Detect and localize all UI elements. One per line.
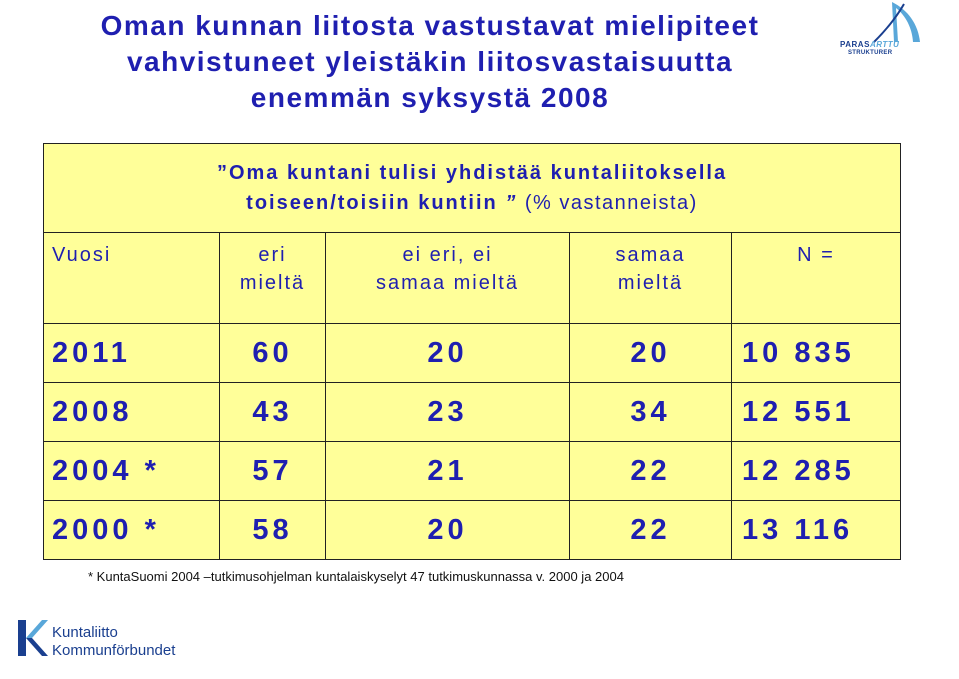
header-n: N = [732, 233, 901, 324]
question-close-quote: ” [505, 192, 518, 214]
table-row [44, 324, 901, 383]
question-text-line-2: toiseen/toisiin kuntiin [246, 192, 498, 214]
cell-agree: 34 [570, 383, 732, 442]
logo-word-arttu: ARTTU [870, 40, 900, 49]
question-text-line-1: ”Oma kuntani tulisi yhdistää kuntaliitoksella [216, 162, 728, 184]
title-line-1: Oman kunnan liitosta vastustavat mielipiteet [100, 10, 760, 41]
logo-word-paras: PARAS [840, 40, 870, 49]
header-disagree: eri mieltä [220, 233, 326, 324]
cell-n: 12 551 [732, 383, 901, 442]
question-suffix: (% vastanneista) [524, 192, 698, 214]
cell-year: 2000 * [44, 501, 220, 560]
question-row [44, 144, 901, 233]
cell-neutral: 23 [326, 383, 570, 442]
logo-text-kommunforbundet: Kommunförbundet [52, 642, 176, 659]
cell-year: 2004 * [44, 442, 220, 501]
cell-neutral: 21 [326, 442, 570, 501]
cell-n: 13 116 [732, 501, 901, 560]
cell-disagree: 60 [220, 324, 326, 383]
paras-arttu-logo [834, 0, 954, 64]
opinion-table [43, 143, 901, 560]
cell-n: 12 285 [732, 442, 901, 501]
slide-title [40, 8, 820, 116]
cell-disagree: 57 [220, 442, 326, 501]
cell-n: 10 835 [732, 324, 901, 383]
cell-disagree: 58 [220, 501, 326, 560]
header-agree: samaa mieltä [570, 233, 732, 324]
header-neutral: ei eri, ei samaa mieltä [326, 233, 570, 324]
question-cell [44, 144, 901, 233]
title-line-3: enemmän syksystä 2008 [250, 82, 610, 113]
logo-text-kuntaliitto: Kuntaliitto [52, 624, 118, 641]
cell-neutral: 20 [326, 324, 570, 383]
kuntaliitto-k-icon [14, 616, 48, 660]
footnote: * KuntaSuomi 2004 –tutkimusohjelman kuntalaiskyselyt 47 tutkimuskunnassa v. 2000 ja 2004 [88, 569, 624, 584]
title-line-2: vahvistuneet yleistäkin liitosvastaisuutta [126, 46, 734, 77]
table-row [44, 501, 901, 560]
table-row [44, 442, 901, 501]
logo-word-strukturer: STRUKTURER [848, 50, 893, 56]
sail-icon [834, 0, 954, 44]
cell-year: 2008 [44, 383, 220, 442]
cell-year: 2011 [44, 324, 220, 383]
cell-agree: 20 [570, 324, 732, 383]
header-year: Vuosi [44, 233, 220, 324]
kuntaliitto-logo [14, 616, 214, 666]
column-header-row [44, 233, 901, 324]
table-row [44, 383, 901, 442]
cell-disagree: 43 [220, 383, 326, 442]
cell-neutral: 20 [326, 501, 570, 560]
cell-agree: 22 [570, 501, 732, 560]
cell-agree: 22 [570, 442, 732, 501]
